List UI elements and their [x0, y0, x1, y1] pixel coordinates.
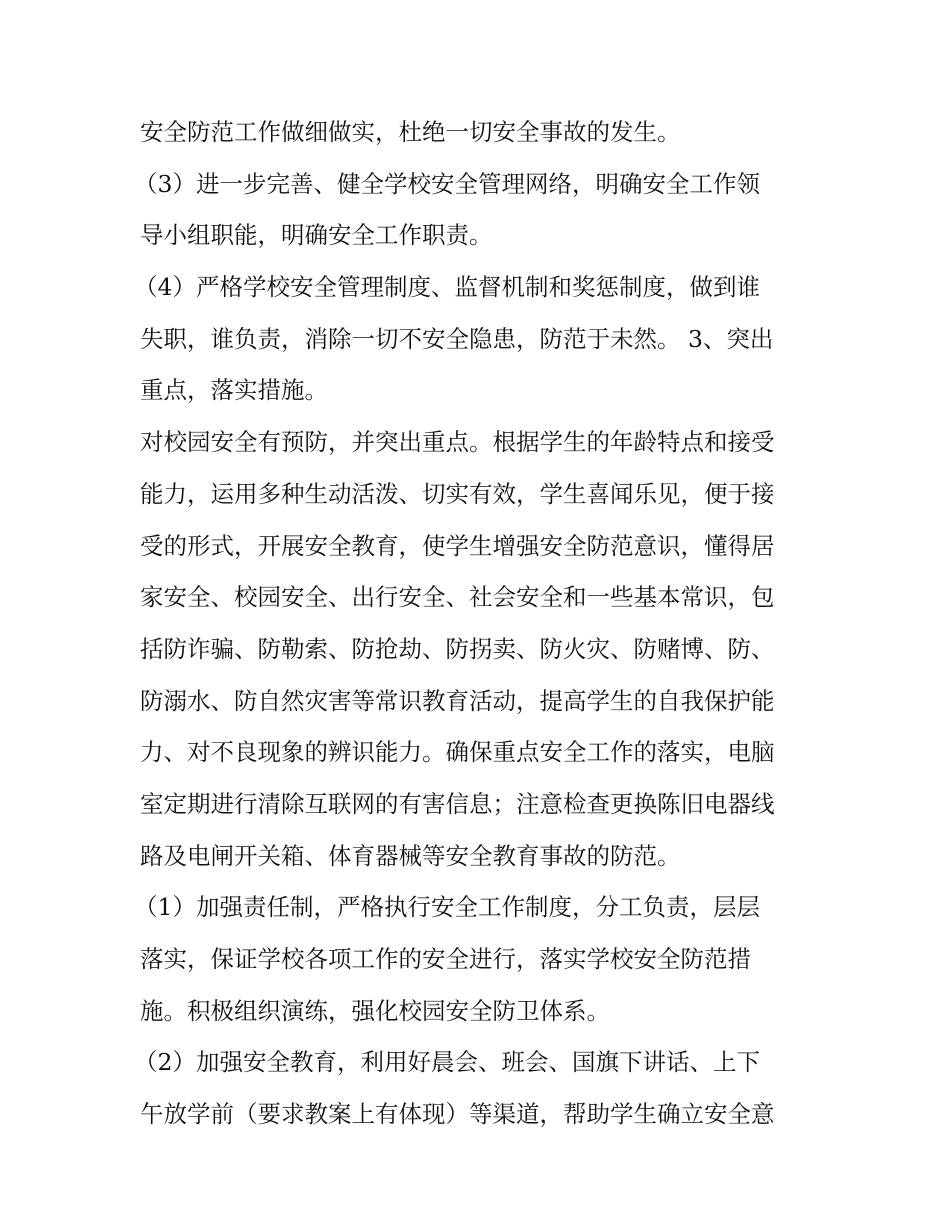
text-line: （2）加强安全教育，利用好晨会、班会、国旗下讲话、上下 [134, 1048, 760, 1077]
text-line: 家安全、校园安全、出行安全、社会安全和一些基本常识，包 [140, 583, 775, 612]
text-line: （4）严格学校安全管理制度、监督机制和奖惩制度，做到谁 [134, 273, 760, 302]
text-line: （1）加强责任制，严格执行安全工作制度，分工负责，层层 [134, 893, 760, 922]
text-line: 施。积极组织演练，强化校园安全防卫体系。 [140, 996, 610, 1025]
text-line: 受的形式，开展安全教育，使学生增强安全防范意识，懂得居 [140, 531, 775, 560]
text-line: 午放学前（要求教案上有体现）等渠道，帮助学生确立安全意 [140, 1100, 775, 1129]
text-line: 导小组职能，明确安全工作职责。 [140, 221, 493, 250]
text-line: 力、对不良现象的辨识能力。确保重点安全工作的落实，电脑 [140, 738, 775, 767]
text-line: （3）进一步完善、健全学校安全管理网络，明确安全工作领 [134, 169, 760, 198]
text-line: 防溺水、防自然灾害等常识教育活动，提高学生的自我保护能 [140, 686, 775, 715]
text-line: 失职，谁负责，消除一切不安全隐患，防范于未然。 3、突出 [140, 324, 774, 353]
text-line: 重点，落实措施。 [140, 376, 328, 405]
text-line: 室定期进行清除互联网的有害信息；注意检查更换陈旧电器线 [140, 789, 775, 818]
document-body [134, 107, 820, 1141]
text-line: 安全防范工作做细做实，杜绝一切安全事故的发生。 [140, 118, 681, 146]
text-line: 括防诈骗、防勒索、防抢劫、防拐卖、防火灾、防赌博、防、 [140, 634, 775, 663]
text-line: 落实，保证学校各项工作的安全进行，落实学校安全防范措 [140, 945, 751, 973]
text-line: 对校园安全有预防，并突出重点。根据学生的年龄特点和接受 [140, 428, 775, 457]
text-line: 路及电闸开关箱、体育器械等安全教育事故的防范。 [140, 841, 681, 870]
text-line: 能力，运用多种生动活泼、切实有效，学生喜闻乐见，便于接 [140, 479, 775, 508]
